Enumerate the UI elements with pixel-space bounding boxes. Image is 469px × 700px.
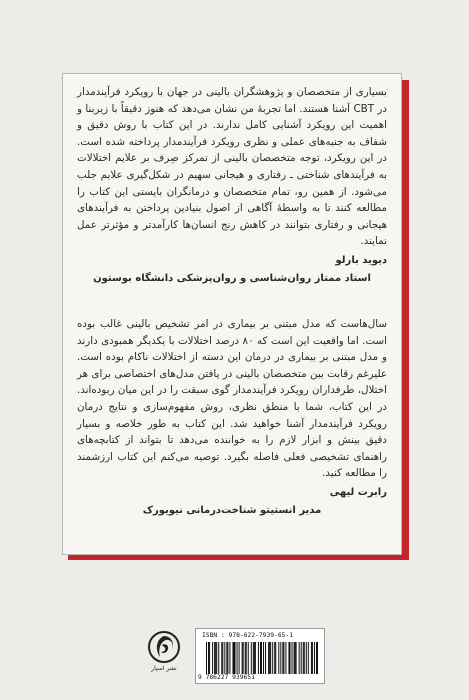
barcode-digits: 9 786227 939651 [198, 674, 255, 681]
section-spacer [77, 286, 387, 316]
barcode-bar [218, 642, 219, 674]
barcode-bar [270, 642, 271, 674]
barcode-bar [242, 642, 243, 674]
barcode-bar [221, 642, 222, 674]
barcode-bar [251, 642, 252, 674]
barcode-bar [311, 642, 312, 674]
barcode-bar [316, 642, 317, 674]
barcode-bar [274, 642, 275, 674]
isbn-barcode-box [195, 628, 325, 684]
barcode-bar [226, 642, 227, 674]
barcode-bar [268, 642, 269, 674]
barcode-bar [208, 642, 209, 674]
barcode-bar [237, 642, 238, 674]
publisher-name: نشر اسپار [151, 665, 177, 672]
barcode-bar [288, 642, 289, 674]
barcode-bar [304, 642, 305, 674]
review-text-leahy: سال‌هاست که مدل مبتنی بر بیماری در امر تشخیص بالینی غالب بوده است. اما واقعیت این است که ۸۰ درصد اختلالات با یکدیگر همبودی دارند و مدل مبتنی بر بیماری در درمان این دسته از اختلالات ناکام بوده است. علیرغم رقابت بین متخصصان بالینی در یافتن مدل‌های اختصاصی برای هر اختلال، طرفداران رویکرد فرآیندمدار گوی سبقت را در این میان ربوده‌اند. در این کتاب، شما با منطق نظری، روش مفهوم‌سازی و نتایج درمان رویکرد فرآیندمدار آشنا خواهید شد. این کتاب به طور خلاصه و بسیار دقیق بینش و ابزار لازم را به خواننده می‌دهد تا بتواند از کتابچه‌های راهنمای تشخیصی فعلی فاصله بگیرد. توصیه می‌کنم این کتاب ارزشمند را مطالعه کنید. [77, 317, 387, 480]
barcode-bar [233, 642, 234, 674]
barcode-bar [245, 642, 246, 674]
barcode-bar [229, 642, 230, 674]
barcode-bar [303, 642, 304, 674]
barcode-bar [289, 642, 290, 674]
barcode-bar [216, 642, 217, 674]
review-affiliation-leahy: مدیر انستیتو شناخت‌درمانی نیویورک [142, 504, 322, 516]
isbn-label: ISBN : 978-622-7939-65-1 [202, 632, 293, 639]
barcode-bar [215, 642, 216, 674]
barcode-bar [260, 642, 261, 674]
barcode-bar [227, 642, 228, 674]
barcode-bar [248, 642, 249, 674]
barcode-bar [312, 642, 313, 674]
barcode-bar [317, 642, 318, 674]
barcode-bar [314, 642, 315, 674]
barcode-bar [285, 642, 286, 674]
review-author-barlow: دیوید بارلو [335, 254, 387, 266]
barcode-bar [235, 642, 236, 674]
barcode-bar [282, 642, 283, 674]
barcode-bar [283, 642, 284, 674]
barcode-bar [212, 642, 213, 674]
review-affiliation-barlow: استاد ممتاز روان‌شناسی و روان‌پزشکی دانشگاه بوستون [93, 272, 371, 284]
barcode-bar [263, 642, 264, 674]
review-text-barlow: بسیاری از متخصصان و پژوهشگران بالینی در جهان با رویکرد فرآیندمدار در CBT آشنا هستند. اما تجربهٔ من نشان می‌دهد که هنوز دقیقاً با زیربنا و اهمیت این رویکرد آشنایی کامل ندارند. در این کتاب با روش دقیق و شفاف به جنبه‌های عملی و نظری رویکرد فرآیندمدار پرداخته شده است. در این رویکرد، توجه متخصصان بالینی از تمرکز صِرف بر علایم اختلالات به فرآیندهای شناختی ـ رفتاری و هیجانی سهیم در شکل‌گیری علایم جلب می‌شود. از همین رو، تمام متخصصان و درمانگران بایستی این کتاب را مطالعه کنند تا به واسطهٔ آگاهی از اصول بنیادین پرداختن به فرآیندهای هیجانی و رفتاری بتوانند در کاهش رنج انسان‌ها کارآمدتر و مؤثرتر عمل نمایند. [77, 86, 387, 248]
barcode-bar [222, 642, 223, 674]
barcode-bar [269, 642, 270, 674]
barcode-bar [301, 642, 302, 674]
barcode-bar [214, 642, 215, 674]
barcode-bar [253, 642, 254, 674]
barcode-bar [275, 642, 276, 674]
barcode-bar [308, 642, 309, 674]
review-author-leahy: رابرت لیهی [329, 486, 387, 498]
barcode-bar [265, 642, 266, 674]
publisher-logo-icon [147, 630, 181, 664]
barcode-bar [239, 642, 240, 674]
barcode-bar [292, 642, 293, 674]
barcode-bar [280, 642, 281, 674]
barcode-bar [258, 642, 259, 674]
barcode-bar [224, 642, 225, 674]
publisher-logo [147, 630, 181, 678]
barcode-bar [255, 642, 256, 674]
barcode-bar [261, 642, 262, 674]
barcode-bar [272, 642, 273, 674]
review-panel [62, 73, 402, 555]
barcode-bar [306, 642, 307, 674]
barcode-bar [246, 642, 247, 674]
barcode-bar [294, 642, 295, 674]
barcode-bar [243, 642, 244, 674]
barcode-bar [295, 642, 296, 674]
barcode [206, 642, 318, 674]
barcode-bar [206, 642, 207, 674]
barcode-bar [278, 642, 279, 674]
barcode-bar [232, 642, 233, 674]
barcode-bar [254, 642, 255, 674]
barcode-bar [296, 642, 297, 674]
barcode-bar [299, 642, 300, 674]
barcode-bar [209, 642, 210, 674]
